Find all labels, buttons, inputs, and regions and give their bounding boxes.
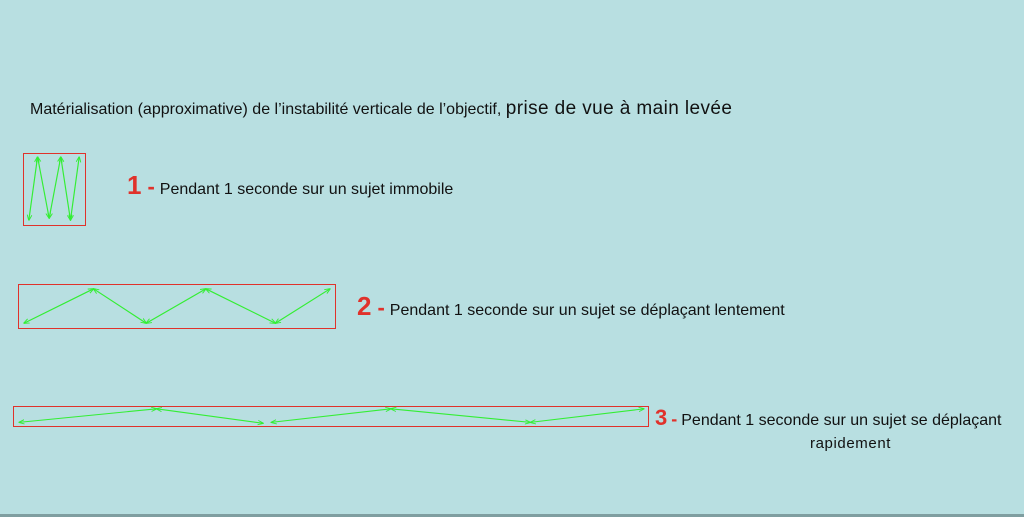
item-number-1: 1	[127, 170, 142, 200]
arrow-segment	[157, 409, 264, 423]
item-text-3: Pendant 1 seconde sur un sujet se déplaçant	[681, 412, 1002, 429]
zigzag-arrows-3	[14, 407, 648, 426]
item-dash-3: -	[671, 409, 678, 429]
item-number-3: 3	[655, 405, 668, 430]
frame-1-still-subject	[23, 153, 86, 226]
item-text-3-wrap: rapidement	[810, 435, 892, 452]
frame-2-slow-subject	[18, 284, 336, 329]
label-2	[357, 291, 785, 322]
arrow-segment	[61, 157, 71, 220]
arrow-segment	[275, 289, 330, 323]
page-title	[30, 98, 732, 120]
arrow-segment	[19, 409, 157, 423]
item-dash-1: -	[147, 174, 155, 199]
title-part-2: prise de vue à main levée	[505, 98, 733, 119]
arrow-segment	[94, 289, 147, 323]
arrow-segment	[391, 409, 531, 423]
arrow-segment	[70, 157, 79, 220]
frame-3-fast-subject	[13, 406, 649, 427]
arrow-segment	[49, 157, 61, 218]
title-part-1: Matérialisation (approximative) de l’instabilité verticale de l’objectif,	[30, 101, 502, 118]
item-dash-2: -	[377, 295, 385, 320]
arrow-segment	[24, 289, 94, 323]
zigzag-arrows-1	[24, 154, 85, 225]
item-text-2: Pendant 1 seconde sur un sujet se déplaçant lentement	[389, 302, 785, 319]
item-text-1: Pendant 1 seconde sur un sujet immobile	[159, 181, 454, 198]
arrow-segment	[29, 157, 38, 220]
item-number-2: 2	[357, 291, 372, 321]
arrow-segment	[38, 157, 50, 218]
arrow-segment	[146, 289, 206, 323]
arrow-segment	[206, 289, 276, 323]
arrow-segment	[271, 409, 391, 423]
label-3	[655, 405, 1001, 431]
arrow-segment	[530, 409, 644, 423]
label-1	[127, 170, 453, 201]
zigzag-arrows-2	[19, 285, 335, 328]
